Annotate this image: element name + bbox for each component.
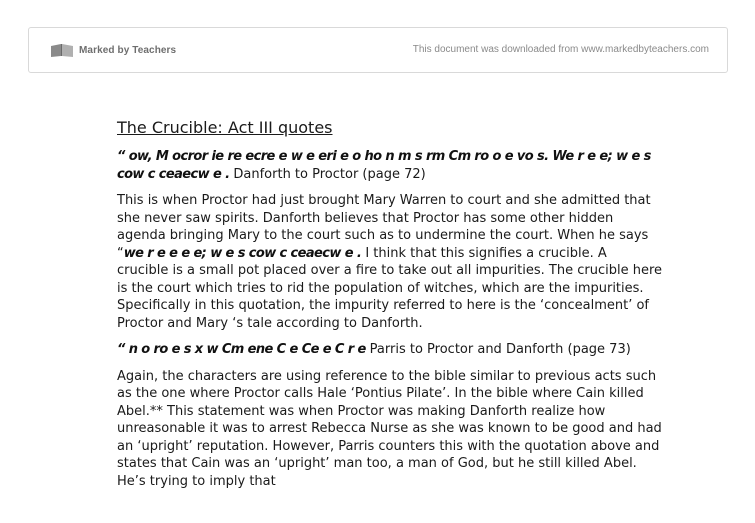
paragraph-text: I think that this signifies a crucible. A crucible is a small pot placed over a fire to take out all impurities. The crucible here is the court which tries to rid the population of witches, which are the impurities. Specifically in this quotation, the impurity referred to here is the ‘concealment’ of Proctor and Mary ‘s tale according to Danforth. [117,245,662,331]
document-title: The Crucible: Act III quotes [117,118,333,137]
marked-by-teachers-logo[interactable] [49,42,176,58]
open-book-icon [49,42,75,58]
download-banner [28,27,728,73]
document-body [117,118,662,499]
logo-text: Marked by Teachers [79,44,177,56]
garbled-quote-text: “ ow, M ocror ie re ecre e w e eri e o ho n m s rm Cm ro o e vo s. We r e e; w e s cow c ceaecw e . [117,149,651,182]
paragraph-1 [117,192,662,332]
garbled-quote-text: we r e e e e; w e s cow c ceaecw e . [123,245,362,261]
quote-attribution: Danforth to Proctor (page 72) [233,166,426,182]
quote-1 [117,148,662,183]
quote-2 [117,341,662,359]
paragraph-text: This is when Proctor had just brought Mary Warren to court and she admitted that she never saw spirits. Danforth believes that Proctor has some other hidden agenda bringing Mary to the court such as to undermine the court. When he says “ [117,193,651,261]
download-note: This document was downloaded from www.markedbyteachers.com [412,44,709,55]
paragraph-2: Again, the characters are using reference to the bible similar to previous acts such as the one where Proctor calls Hale ‘Pontius Pilate’. In the bible where Cain killed Abel.** This statement was when Proctor was making Danforth realize how unreasonable it was to arrest Rebecca Nurse as she was known to be good and had an ‘upright’ reputation. However, Parris counters this with the quotation above and states that Cain was an ‘upright’ man too, a man of God, but he still killed Abel. He’s trying to imply that [117,368,662,489]
quote-attribution: Parris to Proctor and Danforth (page 73) [369,342,631,357]
garbled-quote-text: “ n o ro e s x w Cm ene C e Ce e C r e [117,342,370,357]
